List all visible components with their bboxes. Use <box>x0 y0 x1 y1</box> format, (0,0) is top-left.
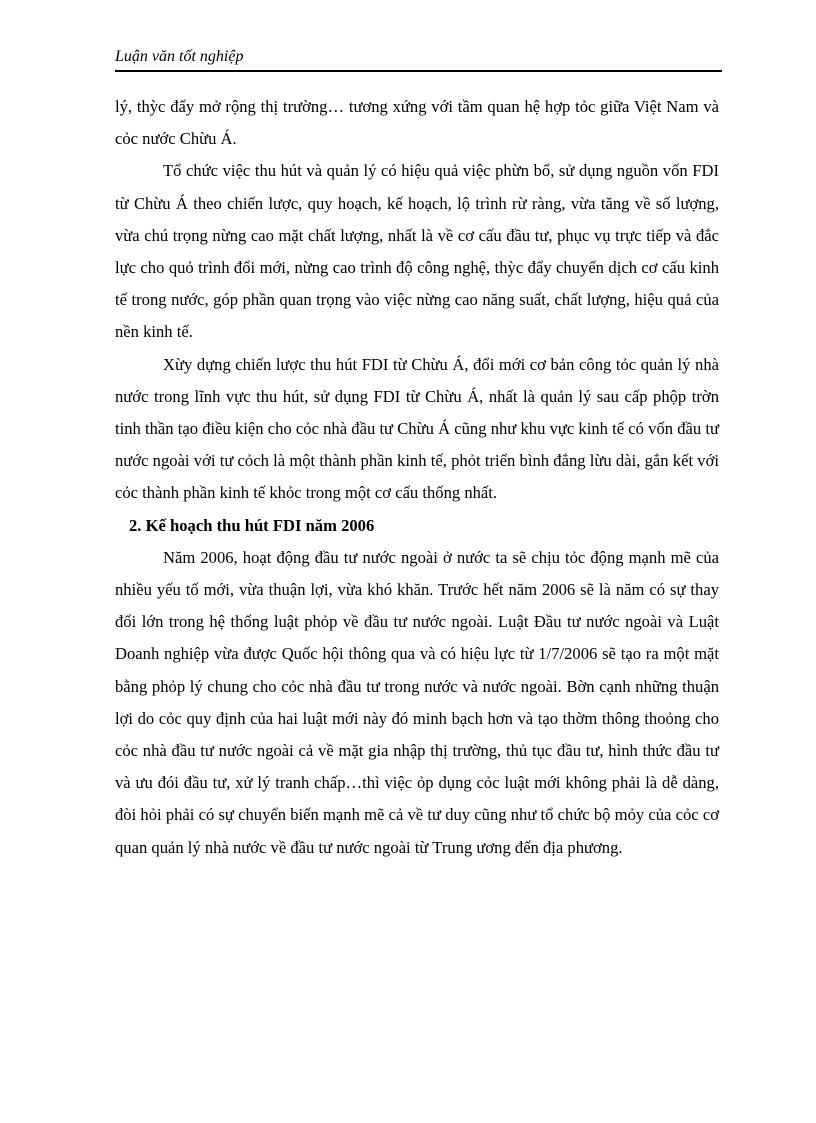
section-heading: 2. Kế hoạch thu hút FDI năm 2006 <box>129 515 375 535</box>
paragraph: Tổ chức việc thu hút và quản lý có hiệu quả việc phừn bổ, sử dụng nguồn vốn FDI từ Chừu Á theo chiến lược, quy hoạch, kế hoạch, lộ trình rừ ràng, vừa tăng về số lượng, vừa chú trọng nừng cao mặt chất lượng, nhất là về cơ cấu đầu tư, phục vụ trực tiếp và đắc lực cho quỏ trình đổi mới, nừng cao trình độ công nghệ, thỳc đẩy chuyển dịch cơ cấu kinh tế trong nước, góp phần quan trọng vào việc nừng cao năng suất, chất lượng, hiệu quả của nền kinh tế. <box>115 161 719 342</box>
document-body <box>115 91 719 864</box>
paragraph: Năm 2006, hoạt động đầu tư nước ngoài ở nước ta sẽ chịu tỏc động mạnh mẽ của nhiều yếu tố mới, vừa thuận lợi, vừa khó khăn. Trước hết năm 2006 sẽ là năm có sự thay đổi lớn trong hệ thống luật phỏp về đầu tư nước ngoài. Luật Đầu tư nước ngoài và Luật Doanh nghiệp vừa được Quốc hội thông qua và có hiệu lực từ 1/7/2006 sẽ tạo ra một mặt bằng phỏp lý chung cho cỏc nhà đầu tư trong nước và nước ngoài. Bờn cạnh những thuận lợi do cỏc quy định của hai luật mới này đó minh bạch hơn và tạo thờm thông thoỏng cho cỏc nhà đầu tư nước ngoài cả về mặt gia nhập thị trường, thủ tục đầu tư, hình thức đầu tư và ưu đói đầu tư, xử lý tranh chấp…thì việc ỏp dụng cỏc luật mới không phải là dễ dàng, đòi hỏi phải có sự chuyển biến mạnh mẽ cả về tư duy cũng như tổ chức bộ mỏy của cỏc cơ quan quản lý nhà nước về đầu tư nước ngoài từ Trung ương đến địa phương. <box>115 547 719 857</box>
paragraph-continuation: lý, thỳc đẩy mở rộng thị trường… tương xứng với tầm quan hệ hợp tỏc giữa Việt Nam và cỏc nước Chừu Á. <box>115 97 719 149</box>
running-header <box>115 47 722 72</box>
paragraph: Xừy dựng chiến lược thu hút FDI từ Chừu Á, đổi mới cơ bản công tỏc quản lý nhà nước trong lĩnh vực thu hút, sử dụng FDI từ Chừu Á, nhất là quản lý sau cấp phộp trờn tinh thần tạo điều kiện cho cỏc nhà đầu tư Chừu Á cũng như khu vực kinh tế có vốn đầu tư nước ngoài với tư cỏch là một thành phần kinh tế, phỏt triển bình đẳng lừu dài, gắn kết với cỏc thành phần kinh tế khỏc trong một cơ cấu thống nhất. <box>115 354 719 503</box>
header-title: Luận văn tốt nghiệp <box>115 48 244 65</box>
